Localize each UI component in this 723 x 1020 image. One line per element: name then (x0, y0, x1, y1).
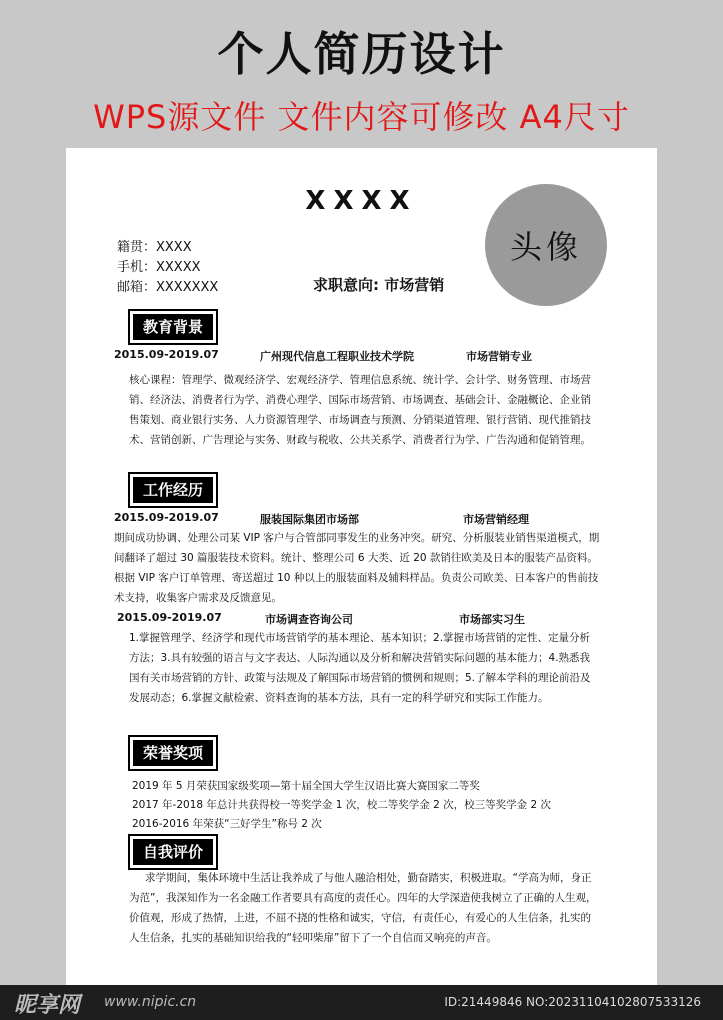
section-heading-work: 工作经历 (132, 476, 214, 504)
job-description: 期间成功协调、处理公司某 VIP 客户与合管部同事发生的业务冲突。研究、分析服装业销售渠道模式，期间翻译了超过 30 篇服装技术资料。统计、整理公司 6 大类、近 20 款销往欧美及日本的服装产品资料。根据 VIP 客户订单管理、寄送超过 10 种以上的服装面料及辅料样品。负责公司欧美、日本客户的售前技术支持，收集客户需求及反馈意见。 (114, 532, 600, 604)
banner-title: 个人简历设计 (217, 27, 506, 81)
info-phone: 手机：XXXXX (117, 260, 201, 275)
site-logo: 昵享网 (14, 993, 81, 1018)
education-school: 广州现代信息工程职业技术学院 (260, 350, 414, 363)
avatar-label: 头像 (509, 228, 582, 266)
education-major: 市场营销专业 (466, 350, 532, 363)
resume-page (66, 148, 657, 986)
job-description: 1.掌握管理学、经济学和现代市场营销学的基本理论、基本知识；2.掌握市场营销的定性、定量分析方法；3.具有较强的语言与文字表达、人际沟通以及分析和解决营销实际问题的基本能力；4.熟悉我国有关市场营销的方针、政策与法规及了解国际市场营销的惯例和规则；5.了解本学科的理论前沿及发展动态；6.掌握文献检索、资料查询的基本方法，具有一定的科学研究和实际工作能力。 (129, 632, 591, 704)
job-period: 2015.09-2019.07 (114, 511, 219, 524)
job-period: 2015.09-2019.07 (117, 611, 222, 624)
job-title: 市场部实习生 (459, 613, 525, 626)
banner-subtitle: WPS源文件 文件内容可修改 A4尺寸 (93, 98, 630, 136)
watermark-footer (0, 985, 723, 1020)
resume-name: XXXX (305, 186, 418, 216)
self-evaluation-text: 求学期间，集体环境中生活让我养成了与他人融洽相处，勤奋踏实，积极进取。“学高为师，身正为范”，我深知作为一名金融工作者要具有高度的责任心。四年的大学深造使我树立了正确的人生观，价值观，形成了热情，上进，不屈不挠的性格和诚实，守信，有责任心，有爱心的人生信条，扎实的人生信条，扎实的基础知识给我的“轻叩柴扉”留下了一个自信而又响亮的声音。 (129, 872, 597, 944)
info-hometown: 籍贯：XXXX (117, 240, 192, 255)
honor-item: 2017 年-2018 年总计共获得校一等奖学金 1 次，校二等奖学金 2 次，校三等奖学金 2 次 (132, 799, 551, 811)
job-title: 市场营销经理 (463, 513, 529, 526)
education-period: 2015.09-2019.07 (114, 348, 219, 361)
education-courses: 核心课程：管理学、微观经济学、宏观经济学、管理信息系统、统计学、会计学、财务管理、市场营销、经济法、消费者行为学、消费心理学、国际市场营销、市场调查、基础会计、金融概论、企业销售策划、商业银行实务、人力资源管理学、市场调查与预测、分销渠道管理、银行营销、现代推销技术、营销创新、广告理论与实务、财政与税收、公共关系学、消费者行为学、广告沟通和促销管理。 (129, 374, 591, 446)
site-url: www.nipic.cn (104, 994, 197, 1010)
avatar (485, 184, 607, 306)
info-email: 邮箱：XXXXXXX (117, 280, 219, 295)
job-objective: 求职意向: 市场营销 (313, 276, 445, 294)
section-heading-self-evaluation: 自我评价 (132, 838, 214, 866)
section-heading-education: 教育背景 (132, 313, 214, 341)
section-heading-honors: 荣誉奖项 (132, 739, 214, 767)
honor-item: 2016-2016 年荣获“三好学生”称号 2 次 (132, 818, 322, 830)
job-company: 市场调查咨询公司 (265, 613, 353, 626)
image-id-text: ID:21449846 NO:20231104102807533126 (444, 995, 701, 1009)
honor-item: 2019 年 5 月荣获国家级奖项—第十届全国大学生汉语比赛大赛国家二等奖 (132, 780, 480, 792)
job-company: 服装国际集团市场部 (260, 513, 359, 526)
